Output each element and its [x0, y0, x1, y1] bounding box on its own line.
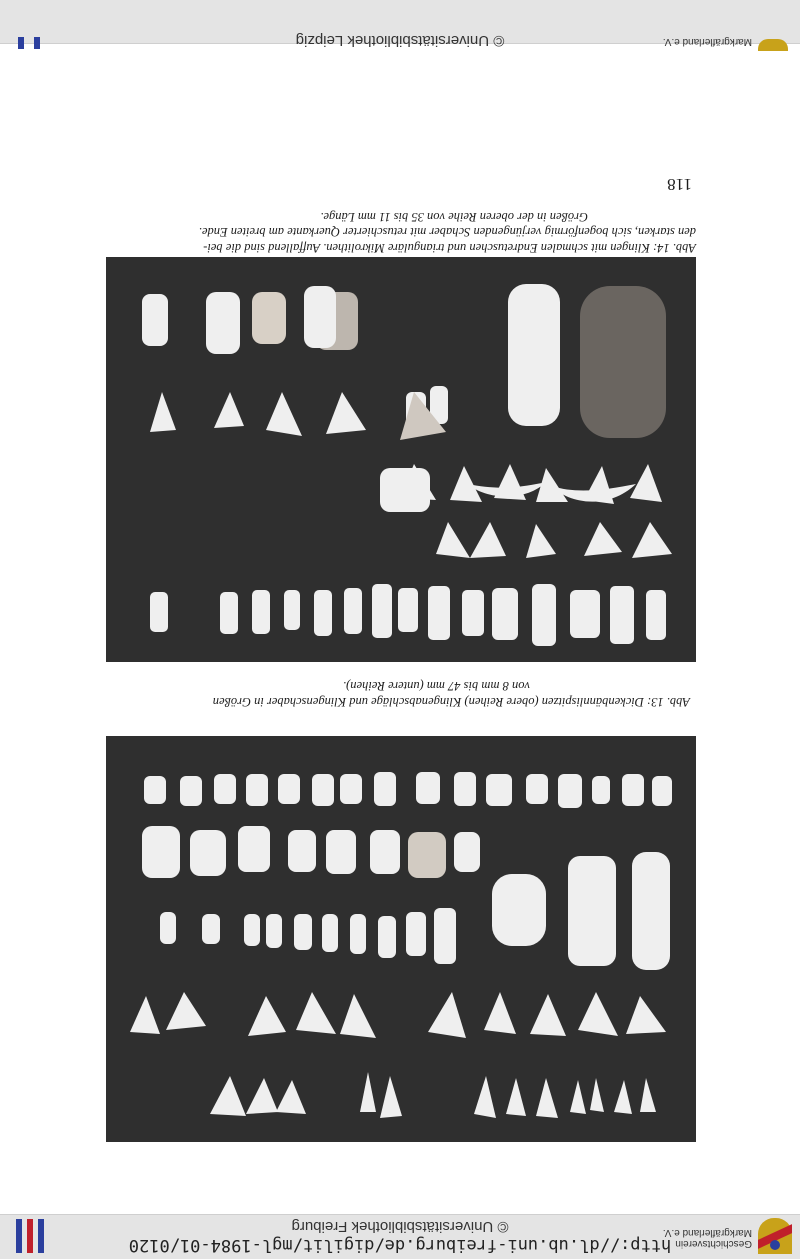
artifact — [454, 832, 480, 872]
artifact — [214, 392, 244, 428]
artifact — [492, 874, 546, 946]
artifact — [630, 464, 662, 502]
artifact — [246, 774, 268, 806]
artifact — [314, 590, 332, 636]
artifact — [626, 996, 666, 1034]
artifact — [614, 1080, 632, 1114]
figure-13-caption: Abb. 13: Dickenbännlispitzen (obere Reihen) Klingenabschläge und Klingenschaber in Größen von 8 mm bis 47 mm (untere Reihen). — [212, 679, 690, 709]
artifact — [276, 1080, 306, 1114]
artifact — [492, 588, 518, 640]
artifact — [144, 776, 166, 804]
artifact — [640, 1078, 656, 1112]
artifact — [202, 914, 220, 944]
artifact — [326, 392, 366, 434]
artifact — [374, 772, 396, 806]
artifact — [284, 590, 300, 630]
artifact — [486, 774, 512, 806]
artifact — [150, 392, 176, 432]
artifact — [622, 774, 644, 806]
artifact — [428, 992, 466, 1038]
artifact — [526, 774, 548, 804]
artifact — [506, 1078, 526, 1116]
artifact — [484, 992, 516, 1034]
artifact — [584, 522, 622, 556]
artifact — [350, 914, 366, 954]
artifact — [652, 776, 672, 806]
artifact — [312, 774, 334, 806]
artifact — [220, 592, 238, 634]
artifact — [398, 588, 418, 632]
artifact — [210, 1076, 246, 1116]
artifact — [380, 1076, 402, 1118]
artifact — [142, 826, 180, 878]
artifact — [160, 912, 176, 944]
artifact — [246, 1078, 278, 1114]
artifact — [470, 522, 506, 558]
library-header-bar — [0, 1214, 800, 1259]
footer-copyright: © Universitätsbibliothek Leipzig — [295, 32, 505, 49]
artifact — [142, 294, 168, 346]
artifact — [252, 590, 270, 634]
artifact — [408, 832, 446, 878]
artifact — [166, 992, 206, 1030]
artifact — [360, 1072, 376, 1112]
artifact — [568, 856, 616, 966]
coat-of-arms-icon — [758, 1218, 792, 1254]
library-footer-bar — [0, 0, 800, 49]
artifact — [610, 586, 634, 644]
artifact — [578, 992, 618, 1036]
artifact — [296, 992, 336, 1034]
artifact — [238, 826, 270, 872]
artifact — [434, 908, 456, 964]
artifact — [436, 522, 470, 558]
figure-14-caption: Abb. 14: Klingen mit schmalen Endretuschen und trianguläre Mikrolithen. Auffallend sind die bei- den starken, sich bogenförmig verjüngenden Schaber mit retuschierter Querkante am breiten Ende. Größen in der oberen Reihe von 35 bis 11 mm Länge. — [198, 210, 696, 255]
artifact — [558, 774, 582, 808]
artifact — [536, 1078, 558, 1118]
artifact — [474, 1076, 496, 1118]
artifact — [372, 584, 392, 638]
artifact — [380, 468, 430, 512]
artifact — [244, 914, 260, 946]
copyright-notice: © Universitätsbibliothek Freiburg — [291, 1218, 509, 1235]
footer-logo-stripes-icon — [14, 37, 44, 49]
society-name: Geschichtsverein Markgräflerland e.V. — [662, 1227, 752, 1249]
artifact — [646, 590, 666, 640]
artifact — [278, 774, 300, 804]
artifact — [592, 776, 610, 804]
artifact — [130, 996, 160, 1034]
artifact — [304, 286, 336, 348]
artifact — [180, 776, 202, 806]
artifact — [344, 588, 362, 634]
artifact — [428, 586, 450, 640]
artifact — [340, 774, 362, 804]
figure-13-photo — [106, 736, 696, 1142]
artifact — [530, 994, 566, 1036]
artifact — [580, 286, 666, 438]
artifact — [378, 916, 396, 958]
artifact — [454, 772, 476, 806]
artifact — [190, 830, 226, 876]
artifact — [340, 994, 376, 1038]
artifact — [406, 912, 426, 956]
figure-14-artifacts — [106, 257, 696, 662]
artifact — [322, 914, 338, 952]
artifact — [632, 522, 672, 558]
artifact — [252, 292, 286, 344]
artifact — [370, 830, 400, 874]
figure-13-artifacts — [106, 736, 696, 1142]
footer-society-name: Markgräflerland e.V. — [662, 36, 752, 47]
artifact — [532, 584, 556, 646]
artifact — [526, 524, 556, 558]
artifact — [462, 590, 484, 636]
artifact — [214, 774, 236, 804]
artifact — [450, 466, 482, 502]
artifact — [248, 996, 286, 1036]
artifact — [570, 590, 600, 638]
artifact — [150, 592, 168, 632]
artifact — [326, 830, 356, 874]
artifact — [632, 852, 670, 970]
artifact — [294, 914, 312, 950]
artifact — [266, 914, 282, 948]
artifact — [288, 830, 316, 872]
figure-14-photo — [106, 257, 696, 662]
artifact — [416, 772, 440, 804]
artifact — [570, 1080, 586, 1114]
document-url[interactable]: http://dl.ub.uni-freiburg.de/digilit/mgl-1984-01/0120 — [128, 1235, 672, 1255]
footer-coat-of-arms-icon — [758, 39, 788, 51]
artifact — [508, 284, 560, 426]
artifact — [266, 392, 302, 436]
artifact — [590, 1078, 604, 1112]
artifact — [206, 292, 240, 354]
page-number: 118 — [667, 175, 692, 194]
